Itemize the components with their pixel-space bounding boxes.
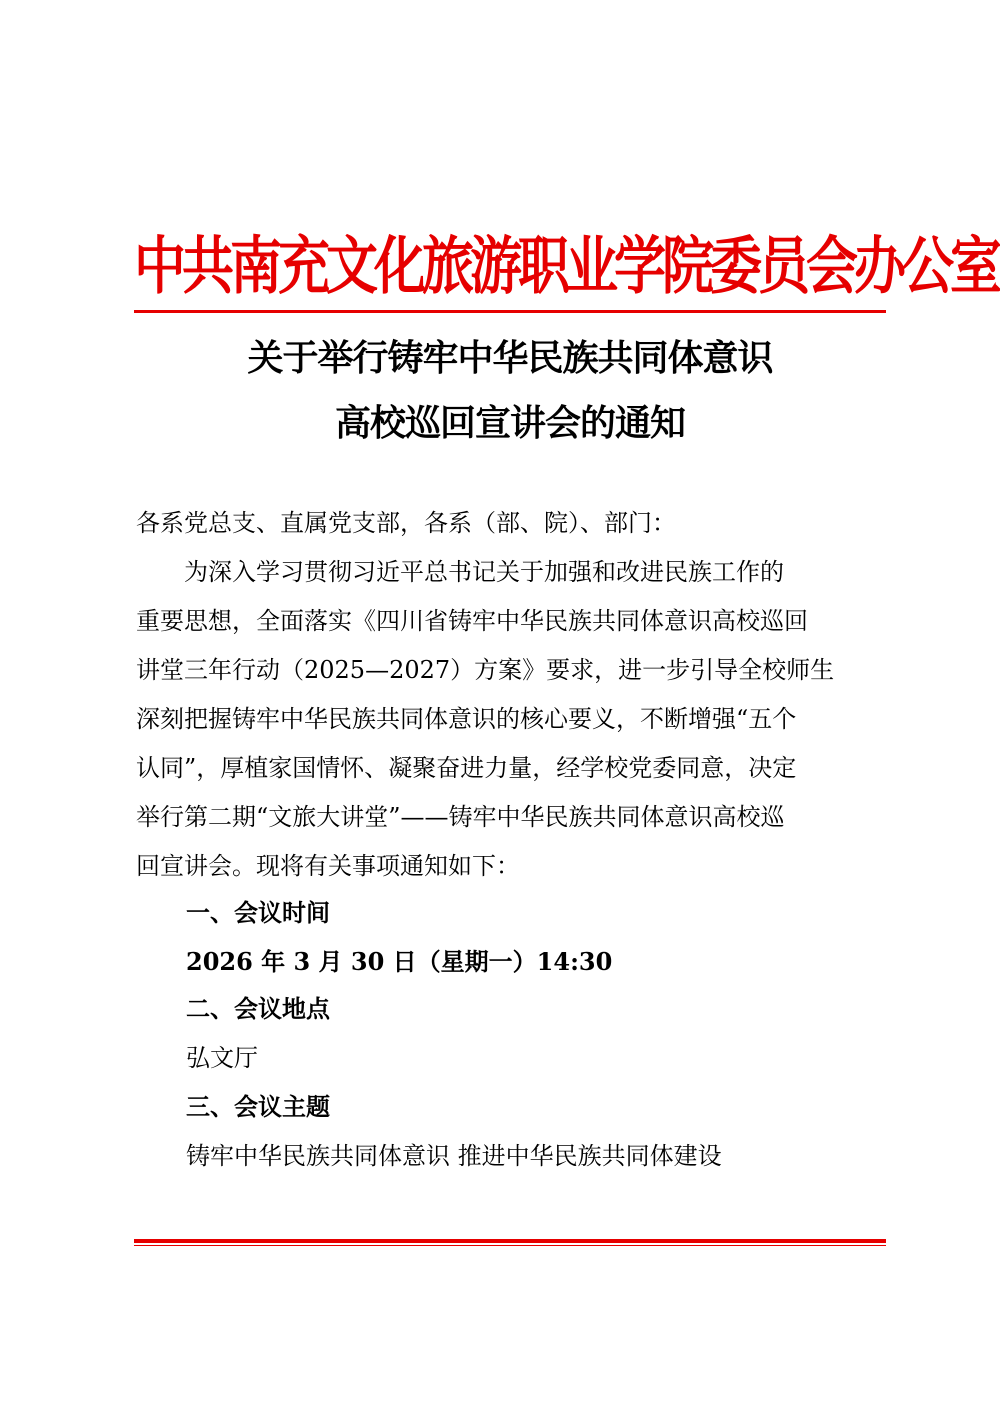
- meeting-time: 2026 年 3 月 30 日（星期一）14:30: [186, 947, 613, 976]
- footer-red-rule-thin: [134, 1245, 886, 1246]
- paragraph-line: 认同”，厚植家国情怀、凝聚奋进力量，经学校党委同意，决定: [136, 754, 797, 782]
- meeting-theme: 铸牢中华民族共同体意识 推进中华民族共同体建设: [186, 1142, 722, 1170]
- meeting-location: 弘文厅: [186, 1044, 258, 1072]
- paragraph-line: 举行第二期“文旅大讲堂”——铸牢中华民族共同体意识高校巡: [136, 803, 785, 831]
- section-heading-theme: 三、会议主题: [186, 1093, 330, 1121]
- document-title-line-2: 高校巡回宣讲会的通知: [334, 403, 685, 444]
- paragraph-line: 重要思想，全面落实《四川省铸牢中华民族共同体意识高校巡回: [136, 607, 808, 635]
- paragraph-line: 回宣讲会。现将有关事项通知如下：: [136, 852, 520, 880]
- paragraph-line: 讲堂三年行动（2025—2027）方案》要求，进一步引导全校师生: [136, 656, 835, 684]
- issuing-organization-header: 中共南充文化旅游职业学院委员会办公室: [134, 229, 999, 303]
- header-red-rule: [134, 310, 886, 313]
- paragraph-line: 为深入学习贯彻习近平总书记关于加强和改进民族工作的: [184, 558, 784, 586]
- document-title-line-1: 关于举行铸牢中华民族共同体意识: [247, 338, 773, 379]
- salutation: 各系党总支、直属党支部，各系（部、院）、部门：: [136, 509, 676, 537]
- section-heading-time: 一、会议时间: [186, 899, 330, 927]
- footer-red-rule-thick: [134, 1239, 886, 1243]
- section-heading-location: 二、会议地点: [186, 995, 330, 1023]
- paragraph-line: 深刻把握铸牢中华民族共同体意识的核心要义，不断增强“五个: [136, 705, 797, 733]
